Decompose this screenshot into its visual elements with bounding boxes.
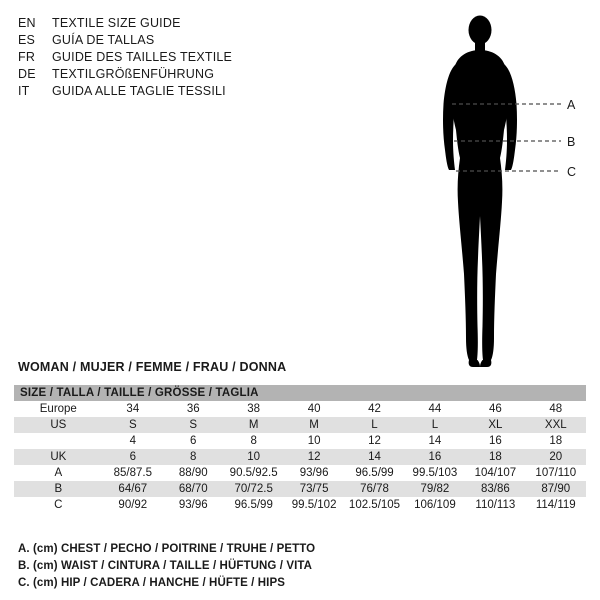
- cell-europe-4: 42: [368, 403, 381, 415]
- row-label-b: B: [54, 483, 63, 495]
- cell-europe-1: 36: [186, 403, 200, 415]
- cell-c-7: 114/119: [535, 499, 576, 511]
- cell-usnum-4: 12: [368, 435, 381, 447]
- row-label-europe: Europe: [39, 403, 77, 415]
- language-text-de: TEXTILGRÖßENFÜHRUNG: [52, 67, 215, 81]
- language-text-fr: GUIDE DES TAILLES TEXTILE: [52, 50, 233, 64]
- table-row: [14, 465, 586, 481]
- language-text-es: GUÍA DE TALLAS: [52, 33, 155, 47]
- cell-b-7: 87/90: [541, 483, 571, 495]
- cell-a-3: 93/96: [299, 467, 329, 479]
- size-table-container: [14, 385, 586, 513]
- cell-uk-0: 6: [129, 451, 137, 463]
- female-silhouette-figure: [430, 8, 590, 368]
- cell-usnum-5: 14: [428, 435, 442, 447]
- measurement-notes: [18, 541, 578, 592]
- cell-a-4: 96.5/99: [355, 467, 394, 479]
- table-row: [14, 449, 586, 465]
- row-label-uk: UK: [50, 451, 67, 463]
- cell-uk-3: 12: [307, 451, 321, 463]
- cell-a-5: 99.5/103: [412, 467, 458, 479]
- language-code-it: IT: [18, 84, 30, 98]
- cell-c-3: 99.5/102: [291, 499, 337, 511]
- cell-c-1: 93/96: [178, 499, 208, 511]
- table-header-label: SIZE / TALLA / TAILLE / GRÖSSE / TAGLIA: [20, 387, 259, 399]
- measure-label-b: B: [567, 135, 576, 149]
- language-code-de: DE: [18, 67, 36, 81]
- cell-usnum-6: 16: [488, 435, 502, 447]
- language-code-en: EN: [18, 16, 36, 30]
- table-row: [14, 497, 586, 513]
- language-code-fr: FR: [18, 50, 36, 64]
- row-label-a: A: [54, 467, 63, 479]
- cell-uk-5: 16: [428, 451, 442, 463]
- section-title: WOMAN / MUJER / FEMME / FRAU / DONNA: [18, 360, 287, 374]
- language-code-es: ES: [18, 33, 36, 47]
- table-header-row: [14, 385, 586, 401]
- note-hip: C. (cm) HIP / CADERA / HANCHE / HÜFTE / HIPS: [18, 577, 286, 589]
- cell-uk-2: 10: [247, 451, 261, 463]
- cell-a-6: 104/107: [474, 467, 517, 479]
- language-header-block: [18, 16, 318, 101]
- cell-c-5: 106/109: [414, 499, 456, 511]
- cell-b-0: 64/67: [118, 483, 148, 495]
- cell-c-0: 90/92: [118, 499, 148, 511]
- cell-us-3: M: [309, 419, 319, 431]
- silhouette-icon: [430, 8, 590, 368]
- cell-b-2: 70/72.5: [234, 483, 273, 495]
- cell-us-1: S: [189, 419, 198, 431]
- cell-europe-6: 46: [488, 403, 502, 415]
- cell-uk-6: 18: [488, 451, 502, 463]
- cell-b-4: 76/78: [360, 483, 389, 495]
- cell-b-5: 79/82: [420, 483, 450, 495]
- language-row-es: [18, 33, 318, 50]
- cell-b-3: 73/75: [299, 483, 329, 495]
- cell-uk-1: 8: [190, 451, 197, 463]
- note-waist: B. (cm) WAIST / CINTURA / TAILLE / HÜFTUNG / VITA: [18, 560, 313, 572]
- cell-c-2: 96.5/99: [234, 499, 273, 511]
- language-text-it: GUIDA ALLE TAGLIE TESSILI: [52, 84, 226, 98]
- cell-us-7: XXL: [544, 419, 567, 431]
- measure-label-a: A: [567, 98, 576, 112]
- cell-usnum-7: 18: [549, 435, 563, 447]
- size-table: [14, 385, 586, 513]
- measure-label-c: C: [567, 165, 577, 179]
- row-label-us-numeric: [14, 433, 103, 449]
- cell-europe-0: 34: [126, 403, 140, 415]
- cell-a-0: 85/87.5: [113, 467, 152, 479]
- row-label-c: C: [54, 499, 63, 511]
- cell-usnum-1: 6: [190, 435, 197, 447]
- cell-us-4: L: [371, 419, 378, 431]
- note-chest: A. (cm) CHEST / PECHO / POITRINE / TRUHE / PETTO: [18, 543, 316, 555]
- table-row: [14, 433, 586, 449]
- cell-a-7: 107/110: [535, 467, 577, 479]
- cell-us-0: S: [128, 419, 137, 431]
- cell-usnum-0: 4: [129, 435, 137, 447]
- cell-usnum-2: 8: [250, 435, 257, 447]
- cell-europe-5: 44: [428, 403, 442, 415]
- cell-usnum-3: 10: [307, 435, 321, 447]
- cell-europe-3: 40: [307, 403, 321, 415]
- table-row: [14, 417, 586, 433]
- cell-a-1: 88/90: [178, 467, 208, 479]
- cell-us-2: M: [248, 419, 259, 431]
- cell-c-6: 110/113: [475, 499, 516, 511]
- table-row: [14, 401, 586, 417]
- cell-b-1: 68/70: [178, 483, 208, 495]
- cell-c-4: 102.5/105: [348, 499, 401, 511]
- cell-europe-7: 48: [549, 403, 563, 415]
- cell-a-2: 90.5/92.5: [229, 467, 278, 479]
- row-label-us: US: [50, 419, 67, 431]
- cell-uk-7: 20: [549, 451, 563, 463]
- cell-b-6: 83/86: [480, 483, 510, 495]
- language-row-en: [18, 16, 318, 33]
- table-row: [14, 481, 586, 497]
- cell-us-5: L: [431, 419, 439, 431]
- cell-us-6: XL: [488, 419, 503, 431]
- language-text-en: TEXTILE SIZE GUIDE: [52, 16, 181, 30]
- language-row-de: [18, 67, 318, 84]
- cell-uk-4: 14: [368, 451, 381, 463]
- cell-europe-2: 38: [247, 403, 261, 415]
- language-row-fr: [18, 50, 318, 67]
- language-row-it: [18, 84, 318, 101]
